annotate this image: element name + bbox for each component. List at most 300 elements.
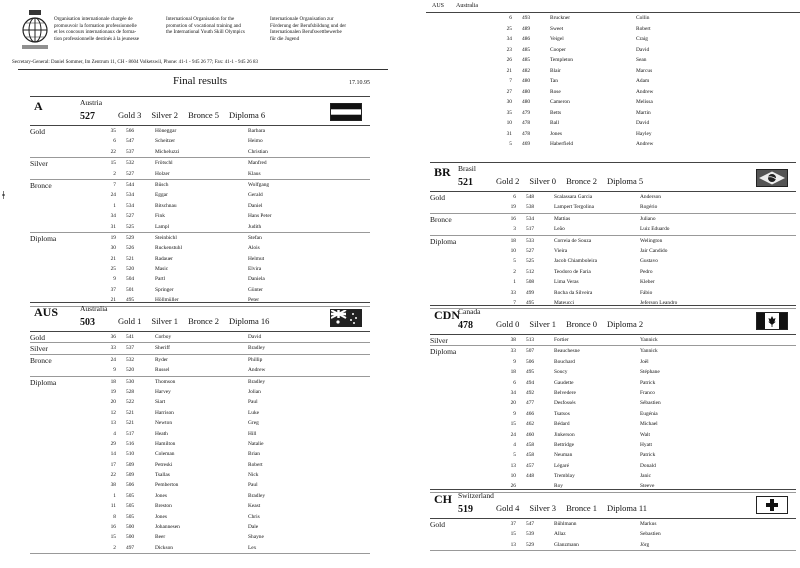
result-row (500, 378, 796, 388)
org-text-french (54, 16, 170, 42)
surname: Mateucci (554, 299, 575, 306)
first-name: Donald (640, 462, 656, 469)
surname: Neuman (554, 452, 573, 459)
points: 469 (522, 141, 531, 147)
country-name: Australia (80, 304, 108, 313)
first-name: Nick (248, 472, 259, 479)
surname: Tan (550, 78, 559, 84)
medal-summary (496, 176, 653, 186)
category-rows (500, 346, 796, 491)
surname: Dickson (155, 544, 173, 551)
result-row (500, 267, 796, 277)
result-row (496, 139, 800, 150)
contestant-number: 6 (113, 138, 116, 145)
surname: Jones (155, 492, 167, 499)
contestant-number: 10 (510, 247, 516, 254)
contestant-number: 19 (510, 204, 516, 211)
continuation-header (426, 0, 800, 13)
category-rows (100, 180, 370, 232)
category-bronce (30, 355, 370, 377)
first-name: Hill (248, 430, 257, 437)
points: 525 (126, 223, 135, 230)
contestant-number: 11 (110, 503, 116, 510)
first-name: Luiz Eduardo (640, 226, 670, 233)
australia-continued (426, 0, 800, 150)
points: 520 (126, 266, 135, 273)
contestant-number: 25 (110, 266, 116, 273)
margin-mark: ǂ (2, 188, 5, 202)
category-silver (30, 158, 370, 180)
surname: Belvedere (554, 389, 576, 396)
first-name: Markus (640, 521, 657, 527)
first-name: Jair Candido (640, 247, 668, 254)
surname: Correia de Souza (554, 237, 592, 244)
country-header (430, 490, 796, 519)
contestant-number: 30 (506, 99, 512, 105)
contestant-number: 13 (510, 462, 516, 469)
first-name: Sébastien (640, 400, 661, 407)
first-name: Peter (248, 297, 260, 304)
contestant-number: 15 (510, 421, 516, 428)
contestant-number: 2 (113, 170, 116, 177)
category-diploma (430, 236, 796, 310)
first-name: Barbara (248, 128, 266, 134)
points: 508 (526, 279, 535, 286)
first-name: Jörg (640, 541, 650, 548)
points: 458 (526, 452, 535, 459)
category-diploma (30, 377, 370, 555)
country-points: 503 (80, 317, 95, 328)
first-name: Sebastien (640, 531, 661, 538)
category-rows (500, 519, 796, 550)
surname: Cooper (550, 46, 566, 53)
org-fr-line: tion professionnelle destinés à la jeunesse (54, 35, 140, 42)
medal-count: Diploma 6 (228, 110, 266, 120)
points: 537 (126, 345, 135, 352)
result-row (500, 440, 796, 450)
result-row (100, 397, 370, 407)
first-name: Natalie (248, 440, 264, 447)
org-de-line: für die Jugend (270, 35, 300, 42)
result-row (496, 129, 800, 140)
category-gold (30, 332, 370, 343)
points: 509 (126, 472, 135, 479)
header-divider (18, 69, 388, 70)
country-code: CH (434, 492, 452, 506)
surname: Lampert Tergolina (554, 204, 594, 211)
medal-count: Bronce 2 (566, 176, 597, 186)
contestant-number: 18 (510, 369, 516, 376)
org-en-line: International Organisation for the (166, 16, 235, 22)
surname: Vieira (554, 247, 568, 254)
first-name: David (248, 334, 262, 340)
medal-count: Silver 3 (529, 503, 557, 513)
result-row (100, 439, 370, 449)
points: 516 (126, 440, 135, 447)
result-row (100, 532, 370, 542)
contestant-number: 5 (513, 452, 516, 459)
points: 500 (126, 524, 135, 531)
result-row (496, 87, 800, 98)
surname: Beauchesne (554, 348, 580, 355)
first-name: David (636, 120, 650, 126)
medal-summary (118, 316, 279, 326)
points: 566 (126, 128, 135, 134)
points: 493 (522, 15, 531, 21)
surname: Holzer (155, 170, 170, 177)
contestant-number: 1 (113, 492, 116, 499)
contestant-number: 34 (506, 36, 512, 42)
surname: Fortier (554, 337, 569, 343)
flag-swiss-icon (756, 496, 788, 514)
medal-count: Gold 4 (496, 503, 520, 513)
country-header (30, 303, 370, 332)
contestant-number: 16 (110, 524, 116, 531)
result-row (100, 355, 370, 365)
result-row (100, 243, 370, 253)
medal-count: Bronce 1 (566, 503, 597, 513)
points: 506 (126, 482, 135, 489)
result-row (100, 543, 370, 553)
first-name: Lex (248, 544, 257, 551)
points: 539 (526, 531, 535, 538)
points: 527 (526, 247, 535, 254)
first-name: Martin (636, 109, 651, 116)
right-page (426, 0, 800, 568)
first-name: Craig (636, 36, 648, 42)
surname: Tsatsos (554, 410, 570, 417)
medal-count: Silver 1 (151, 316, 179, 326)
result-row (500, 277, 796, 287)
contestant-number: 5 (513, 258, 516, 265)
result-row (500, 346, 796, 356)
medal-count: Silver 2 (151, 110, 179, 120)
country-header (30, 97, 370, 126)
result-row (100, 418, 370, 428)
surname: Jones (155, 513, 167, 520)
points: 517 (126, 430, 135, 437)
result-row (500, 357, 796, 367)
surname: Micheluzzi (155, 148, 180, 155)
first-name: Hyatt (640, 441, 652, 448)
category-label: Gold (430, 520, 445, 529)
contestant-number: 15 (510, 531, 516, 538)
category-label: Gold (30, 333, 45, 342)
medal-count: Bronce 2 (188, 316, 219, 326)
contestant-number: 4 (113, 430, 116, 437)
medal-count: Gold 1 (118, 316, 142, 326)
flag-austria-icon (330, 103, 362, 121)
country-header (430, 163, 796, 192)
surname: Ruckenstuhl (155, 245, 182, 252)
result-row (500, 256, 796, 266)
result-row (496, 118, 800, 129)
org-de-line: Internationale Organisation zur (270, 16, 334, 22)
medal-count: Silver 1 (529, 319, 557, 329)
points: 480 (522, 99, 531, 105)
result-row (100, 285, 370, 295)
category-label: Silver (30, 344, 48, 354)
flag-australia-icon (330, 309, 362, 327)
points: 482 (522, 67, 531, 74)
points: 532 (126, 356, 135, 363)
result-row (500, 419, 796, 429)
result-row (100, 470, 370, 480)
surname: Coleman (155, 451, 175, 458)
result-row (100, 264, 370, 274)
result-row (500, 388, 796, 398)
category-rows (100, 332, 370, 342)
organisation-logo (18, 10, 52, 50)
letterhead (18, 10, 390, 60)
medal-count: Gold 3 (118, 110, 142, 120)
medal-count: Diploma 11 (606, 503, 648, 513)
surname: Radauer (155, 255, 173, 262)
first-name: Stéphane (640, 369, 660, 376)
surname: Höneggar (155, 128, 177, 134)
points: 480 (522, 88, 531, 95)
points: 533 (526, 237, 535, 244)
org-fr-line: et les concours internationaux de forma- (54, 29, 137, 35)
surname: Steinbichl (155, 234, 177, 241)
contestant-number: 37 (510, 521, 516, 527)
first-name: Wolfgang (248, 181, 270, 188)
surname: Scheitzer (155, 138, 176, 145)
surname: Höllmüller (155, 297, 179, 304)
country-block-cdn (430, 305, 796, 493)
first-name: Elvira (248, 266, 262, 273)
result-row (500, 214, 796, 224)
points: 504 (126, 276, 135, 283)
points: 492 (526, 389, 535, 396)
surname: Newton (155, 420, 173, 427)
points: 494 (526, 379, 535, 386)
contestant-number: 26 (510, 483, 516, 490)
points: 526 (126, 245, 135, 252)
surname: Frötschl (155, 160, 173, 167)
contestant-number: 21 (506, 67, 512, 74)
points: 538 (526, 204, 535, 211)
result-row (500, 202, 796, 212)
first-name: Klaus (248, 170, 261, 177)
country-header (430, 306, 796, 335)
surname: Roy (554, 483, 563, 490)
points: 541 (126, 334, 135, 340)
surname: Springer (155, 286, 174, 293)
points: 499 (526, 289, 535, 296)
surname: Johannesen (155, 524, 180, 531)
surname: Soucy (554, 369, 568, 376)
first-name: Dale (248, 524, 259, 531)
category-label: Bronce (430, 214, 452, 224)
result-row (100, 501, 370, 511)
result-row (100, 512, 370, 522)
points: 547 (526, 521, 535, 527)
surname: Veigel (550, 36, 564, 42)
surname: Scalassara Garcia (554, 194, 593, 200)
points: 525 (526, 258, 535, 265)
first-name: Shayne (248, 534, 264, 541)
org-text-english (166, 16, 282, 36)
result-row (100, 449, 370, 459)
country-code: AUS (432, 3, 445, 9)
surname: Bühlmann (554, 521, 577, 527)
surname: Lampl (155, 223, 170, 230)
contestant-number: 24 (110, 356, 116, 363)
contestant-number: 10 (510, 473, 516, 480)
points: 534 (126, 202, 135, 209)
contestant-number: 7 (509, 78, 512, 84)
result-row (100, 222, 370, 232)
first-name: Anderson (640, 194, 661, 200)
points: 486 (522, 36, 531, 42)
surname: Ryder (155, 356, 168, 363)
results-date: 17.10.95 (349, 80, 370, 86)
country-name: Austria (80, 98, 103, 107)
result-row (500, 529, 796, 539)
category-rows (100, 377, 370, 554)
contestant-number: 12 (110, 409, 116, 416)
first-name: Helmut (248, 255, 265, 262)
contestant-number: 19 (110, 388, 116, 395)
contestant-number: 2 (513, 268, 516, 275)
result-row (500, 430, 796, 440)
result-row (496, 76, 800, 87)
country-block-aus (30, 302, 370, 554)
points: 478 (522, 130, 531, 137)
contestant-number: 29 (110, 440, 116, 447)
category-gold (30, 126, 370, 158)
surname: Fink (155, 213, 165, 220)
contestant-number: 37 (110, 286, 116, 293)
surname: Bouchard (554, 358, 575, 365)
surname: Russel (155, 367, 170, 374)
category-rows (500, 335, 796, 345)
contestant-number: 19 (110, 234, 116, 241)
result-row (100, 211, 370, 221)
surname: Cameron (550, 99, 570, 105)
category-label: Diploma (30, 233, 57, 243)
result-row (500, 236, 796, 246)
points: 500 (126, 534, 135, 541)
surname: Heath (155, 430, 168, 437)
result-row (100, 365, 370, 375)
result-row (496, 66, 800, 77)
country-block-ch (430, 489, 796, 551)
org-de-line: Förderung der Berufsbildung und der (270, 22, 347, 29)
first-name: Daniela (248, 276, 265, 283)
result-row (100, 254, 370, 264)
country-code: CDN (434, 308, 460, 322)
result-row (500, 288, 796, 298)
surname: Harrison (155, 409, 174, 416)
first-name: Phillip (248, 356, 263, 363)
category-diploma (30, 233, 370, 307)
contestant-number: 3 (513, 226, 516, 233)
first-name: Rogério (640, 204, 658, 211)
contestant-number: 23 (506, 46, 512, 53)
result-row (500, 246, 796, 256)
result-row (500, 367, 796, 377)
first-name: Gustavo (640, 258, 658, 265)
country-block-a (30, 96, 370, 307)
contestant-number: 9 (513, 410, 516, 417)
points: 462 (526, 421, 535, 428)
contestant-number: 15 (110, 160, 116, 167)
points: 517 (526, 226, 535, 233)
category-rows (100, 233, 370, 306)
points: 529 (126, 234, 135, 241)
contestant-number: 38 (110, 482, 116, 489)
points: 509 (126, 461, 135, 468)
surname: Templeton (550, 57, 573, 63)
surname: Lima Veras (554, 279, 579, 286)
points: 512 (526, 268, 535, 275)
first-name: Andrew (636, 141, 654, 147)
medal-count: Bronce 0 (566, 319, 597, 329)
result-row (100, 126, 370, 136)
first-name: Kleber (640, 279, 655, 286)
result-row (496, 45, 800, 56)
contestant-number: 33 (510, 289, 516, 296)
first-name: Heimo (248, 138, 263, 145)
first-name: Paul (248, 482, 258, 489)
surname: Haberfield (550, 141, 574, 147)
category-label: Diploma (430, 347, 457, 357)
contestant-number: 33 (110, 345, 116, 352)
surname: Glanzmann (554, 541, 579, 548)
country-name: Australia (456, 3, 479, 9)
contestant-number: 13 (110, 420, 116, 427)
first-name: Paul (248, 399, 258, 406)
contestant-number: 20 (510, 400, 516, 407)
points: 485 (522, 57, 531, 63)
contestant-number: 21 (110, 255, 116, 262)
country-name: Canada (458, 307, 481, 316)
category-rows (500, 236, 796, 309)
surname: Harvey (155, 388, 171, 395)
medal-count: Gold 2 (496, 176, 520, 186)
points: 489 (522, 25, 531, 32)
points: 513 (526, 337, 535, 343)
surname: Blair (550, 67, 561, 74)
points: 495 (526, 299, 535, 306)
category-rows (100, 343, 370, 353)
surname: Gaudette (554, 379, 574, 386)
result-row (500, 224, 796, 234)
points: 448 (526, 473, 535, 480)
points: 527 (126, 170, 135, 177)
first-name: Luke (248, 409, 260, 416)
category-label: Bronce (30, 355, 52, 365)
contestant-number: 7 (513, 299, 516, 306)
result-row (500, 461, 796, 471)
first-name: Sean (636, 57, 647, 63)
points: 497 (126, 544, 135, 551)
contestant-number: 8 (113, 513, 116, 520)
points: 458 (526, 441, 535, 448)
category-bronce (430, 214, 796, 236)
country-code: A (34, 99, 43, 113)
contestant-number: 21 (110, 297, 116, 304)
contestant-number: 5 (509, 141, 512, 147)
medal-count: Gold 0 (496, 319, 520, 329)
surname: Leão (554, 226, 565, 233)
surname: Beer (155, 534, 166, 541)
category-label: Gold (30, 127, 45, 136)
category-rows (100, 355, 370, 376)
category-diploma (430, 346, 796, 492)
